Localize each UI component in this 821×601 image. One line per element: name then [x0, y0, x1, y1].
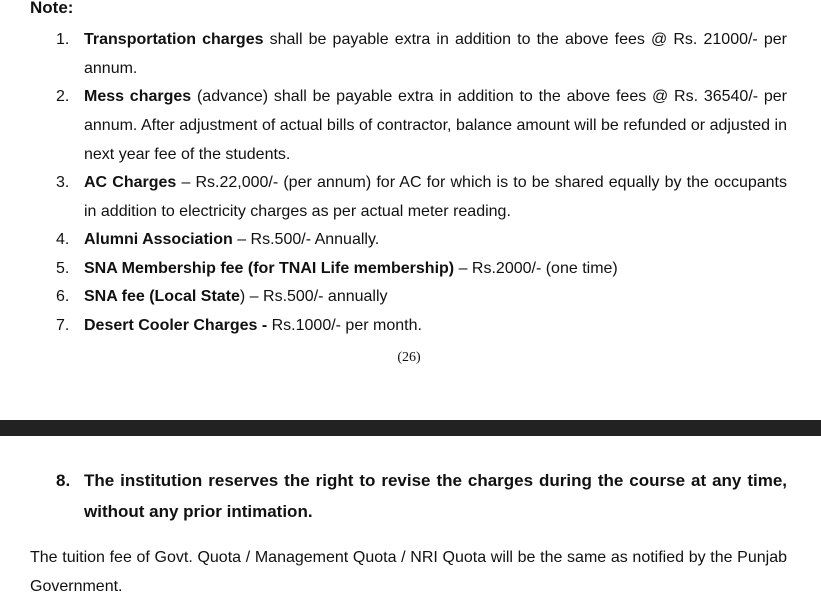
list-item-detail: (advance) shall be payable extra in addition to the above fees @ Rs. 36540/- per annum. After adjustment of actual bills of contractor, balance amount will be refunded or adjusted in next year fee of the students. — [84, 88, 788, 163]
list-item-bold-label: SNA Membership fee (for TNAI Life membership) — [84, 260, 455, 277]
list-item-bold-label: Transportation charges — [84, 31, 264, 48]
list-item-bold-label: Mess charges — [84, 88, 192, 105]
list-item-bold-label: AC Charges — [84, 174, 177, 191]
list-item-number: 4. — [56, 231, 70, 248]
list-item-text — [84, 254, 787, 283]
list-item-bold-label: SNA fee (Local State — [84, 288, 240, 305]
list-item-detail: Rs.1000/- per month. — [267, 317, 422, 334]
list-item-number: 2. — [56, 88, 70, 105]
list-item-text — [84, 225, 787, 254]
list-item-number: 6. — [56, 288, 70, 305]
list-item-text — [84, 168, 787, 226]
list-item-detail: – Rs.500/- Annually. — [232, 231, 380, 248]
list-item-text — [84, 25, 787, 83]
list-item-number: 1. — [56, 31, 70, 48]
page-break-divider — [0, 420, 821, 436]
tuition-fee-note: The tuition fee of Govt. Quota / Management Quota / NRI Quota will be the same as notified by the Punjab Government. — [30, 549, 787, 595]
list-item-text — [84, 282, 787, 311]
list-item-number: 7. — [56, 317, 70, 334]
list-item-number: 5. — [56, 260, 70, 277]
list-item-number: 8. — [56, 471, 71, 490]
list-item-number: 3. — [56, 174, 70, 191]
page-number: (26) — [397, 350, 421, 365]
list-item-detail: ) – Rs.500/- annually — [239, 288, 388, 305]
list-item-text — [84, 82, 787, 169]
list-item-detail: – Rs.22,000/- (per annum) for AC for which is to be shared equally by the occupants in addition to electricity charges as per actual meter reading. — [84, 174, 788, 220]
list-item-detail: shall be payable extra in addition to the above fees @ Rs. 21000/- per annum. — [84, 31, 788, 77]
list-item-text — [84, 311, 787, 340]
list-item-detail: – Rs.2000/- (one time) — [454, 260, 618, 277]
list-item-text: The institution reserves the right to revise the charges during the course at any time, without any prior intimation. — [84, 471, 787, 521]
list-item-bold-label: Desert Cooler Charges - — [84, 317, 268, 334]
list-item-bold-label: Alumni Association — [84, 231, 233, 248]
note-heading: Note: — [30, 0, 74, 17]
